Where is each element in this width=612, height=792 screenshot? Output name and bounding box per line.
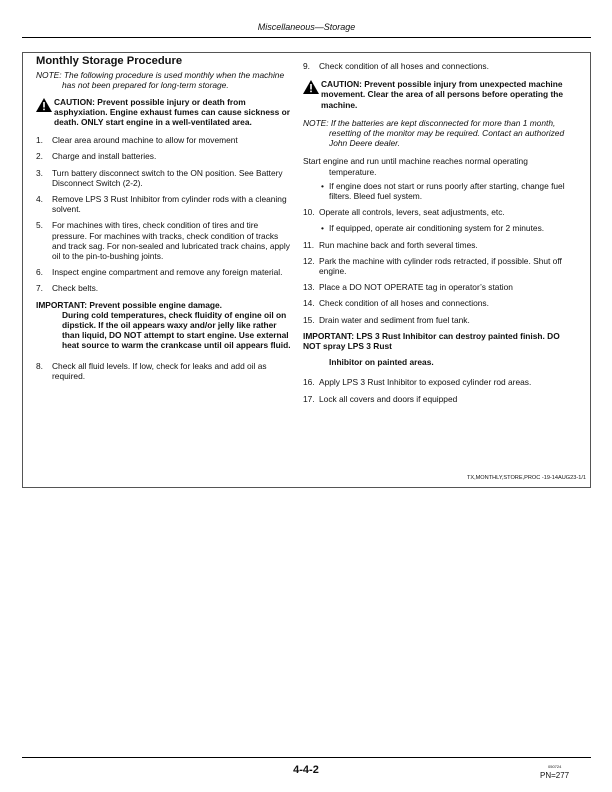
warning-icon (36, 98, 52, 112)
list-item: 14. Check condition of all hoses and connections. (303, 298, 489, 309)
document-code: TX,MONTHLY,STORE,PROC -19-14AUG23-1/1 (466, 475, 586, 481)
list-item: 13. Place a DO NOT OPERATE tag in operator’s station (303, 282, 513, 293)
page-number: 4-4-2 (293, 764, 319, 776)
running-header: Miscellaneous—Storage (257, 22, 356, 32)
list-item: 5. For machines with tires, check condition of tires and tire pressure. For machines with tracks, check condition of tracks and track sag. For non-sealed and lubricated track chains, apply oil to the pin-to-bushing joints. (36, 220, 290, 262)
list-item: 11. Run machine back and forth several times. (303, 239, 478, 250)
important-rust-inhibitor: IMPORTANT: LPS 3 Rust Inhibitor can destroy painted finish. DO NOT spray LPS 3 Rust Inhibitor on painted areas. (303, 330, 560, 368)
caution-text: CAUTION: Prevent possible injury or death from asphyxiation. Engine exhaust fumes can cause sickness or death. ONLY start engine in a well-ventilated area. (54, 96, 290, 128)
list-item: 10. Operate all controls, levers, seat adjustments, etc. (303, 207, 505, 218)
bullet-item: • If equipped, operate air conditioning system for 2 minutes. (321, 223, 545, 234)
footer-rule (22, 757, 591, 758)
list-item: 8. Check all fluid levels. If low, check for leaks and add oil as required. (36, 360, 267, 381)
note-long-term: NOTE: The following procedure is used monthly when the machine has not been prepared for long-term storage. (36, 70, 285, 91)
list-item: 3. Turn battery disconnect switch to the ON position. See Battery Disconnect Switch (2-2). (36, 167, 283, 188)
section-title: Monthly Storage Procedure (36, 55, 183, 67)
list-item: 6. Inspect engine compartment and remove any foreign material. (36, 267, 283, 278)
footer-date-code: 050724 (548, 764, 562, 769)
right-column (303, 61, 573, 410)
list-item: 7. Check belts. (36, 283, 99, 294)
list-item: 4. Remove LPS 3 Rust Inhibitor from cylinder rods with a cleaning solvent. (36, 194, 287, 215)
important-engine-oil: IMPORTANT: Prevent possible engine damage. During cold temperatures, check fluidity of engine oil on dipstick. If the oil appears waxy and/or jelly like rather than liquid, DO NOT attempt to start engine. Use external heat source to warm the crankcase until oil appears fluid. (36, 299, 291, 351)
caution-text: CAUTION: Prevent possible injury from unexpected machine movement. Clear the area of all persons before operating the machine. (321, 79, 564, 110)
warning-icon (303, 80, 319, 94)
list-item: 9. Check condition of all hoses and connections. (303, 61, 489, 71)
note-batteries: NOTE: If the batteries are kept disconnected for more than 1 month, resetting of the monitor may be required. Contact an authorized John Deere dealer. (303, 117, 565, 149)
left-column (36, 56, 293, 387)
list-item: 15. Drain water and sediment from fuel tank. (303, 314, 470, 325)
caution-asphyxiation (36, 97, 293, 128)
list-item: 16. Apply LPS 3 Rust Inhibitor to exposed cylinder rod areas. (303, 377, 532, 388)
header-rule (22, 37, 591, 38)
pn-number: PN=277 (540, 771, 570, 780)
list-item: 12. Park the machine with cylinder rods retracted, if possible. Shut off engine. (303, 255, 562, 277)
list-item: 1. Clear area around machine to allow for movement (36, 135, 238, 146)
bullet-item: • If engine does not start or runs poorly after starting, change fuel filters. Bleed fuel system. (321, 180, 565, 202)
list-item: 17. Lock all covers and doors if equipped (303, 393, 458, 404)
start-engine-text: Start engine and run until machine reaches normal operating temperature. (303, 156, 528, 177)
caution-movement (303, 79, 573, 110)
list-item: 2. Charge and install batteries. (36, 151, 157, 162)
